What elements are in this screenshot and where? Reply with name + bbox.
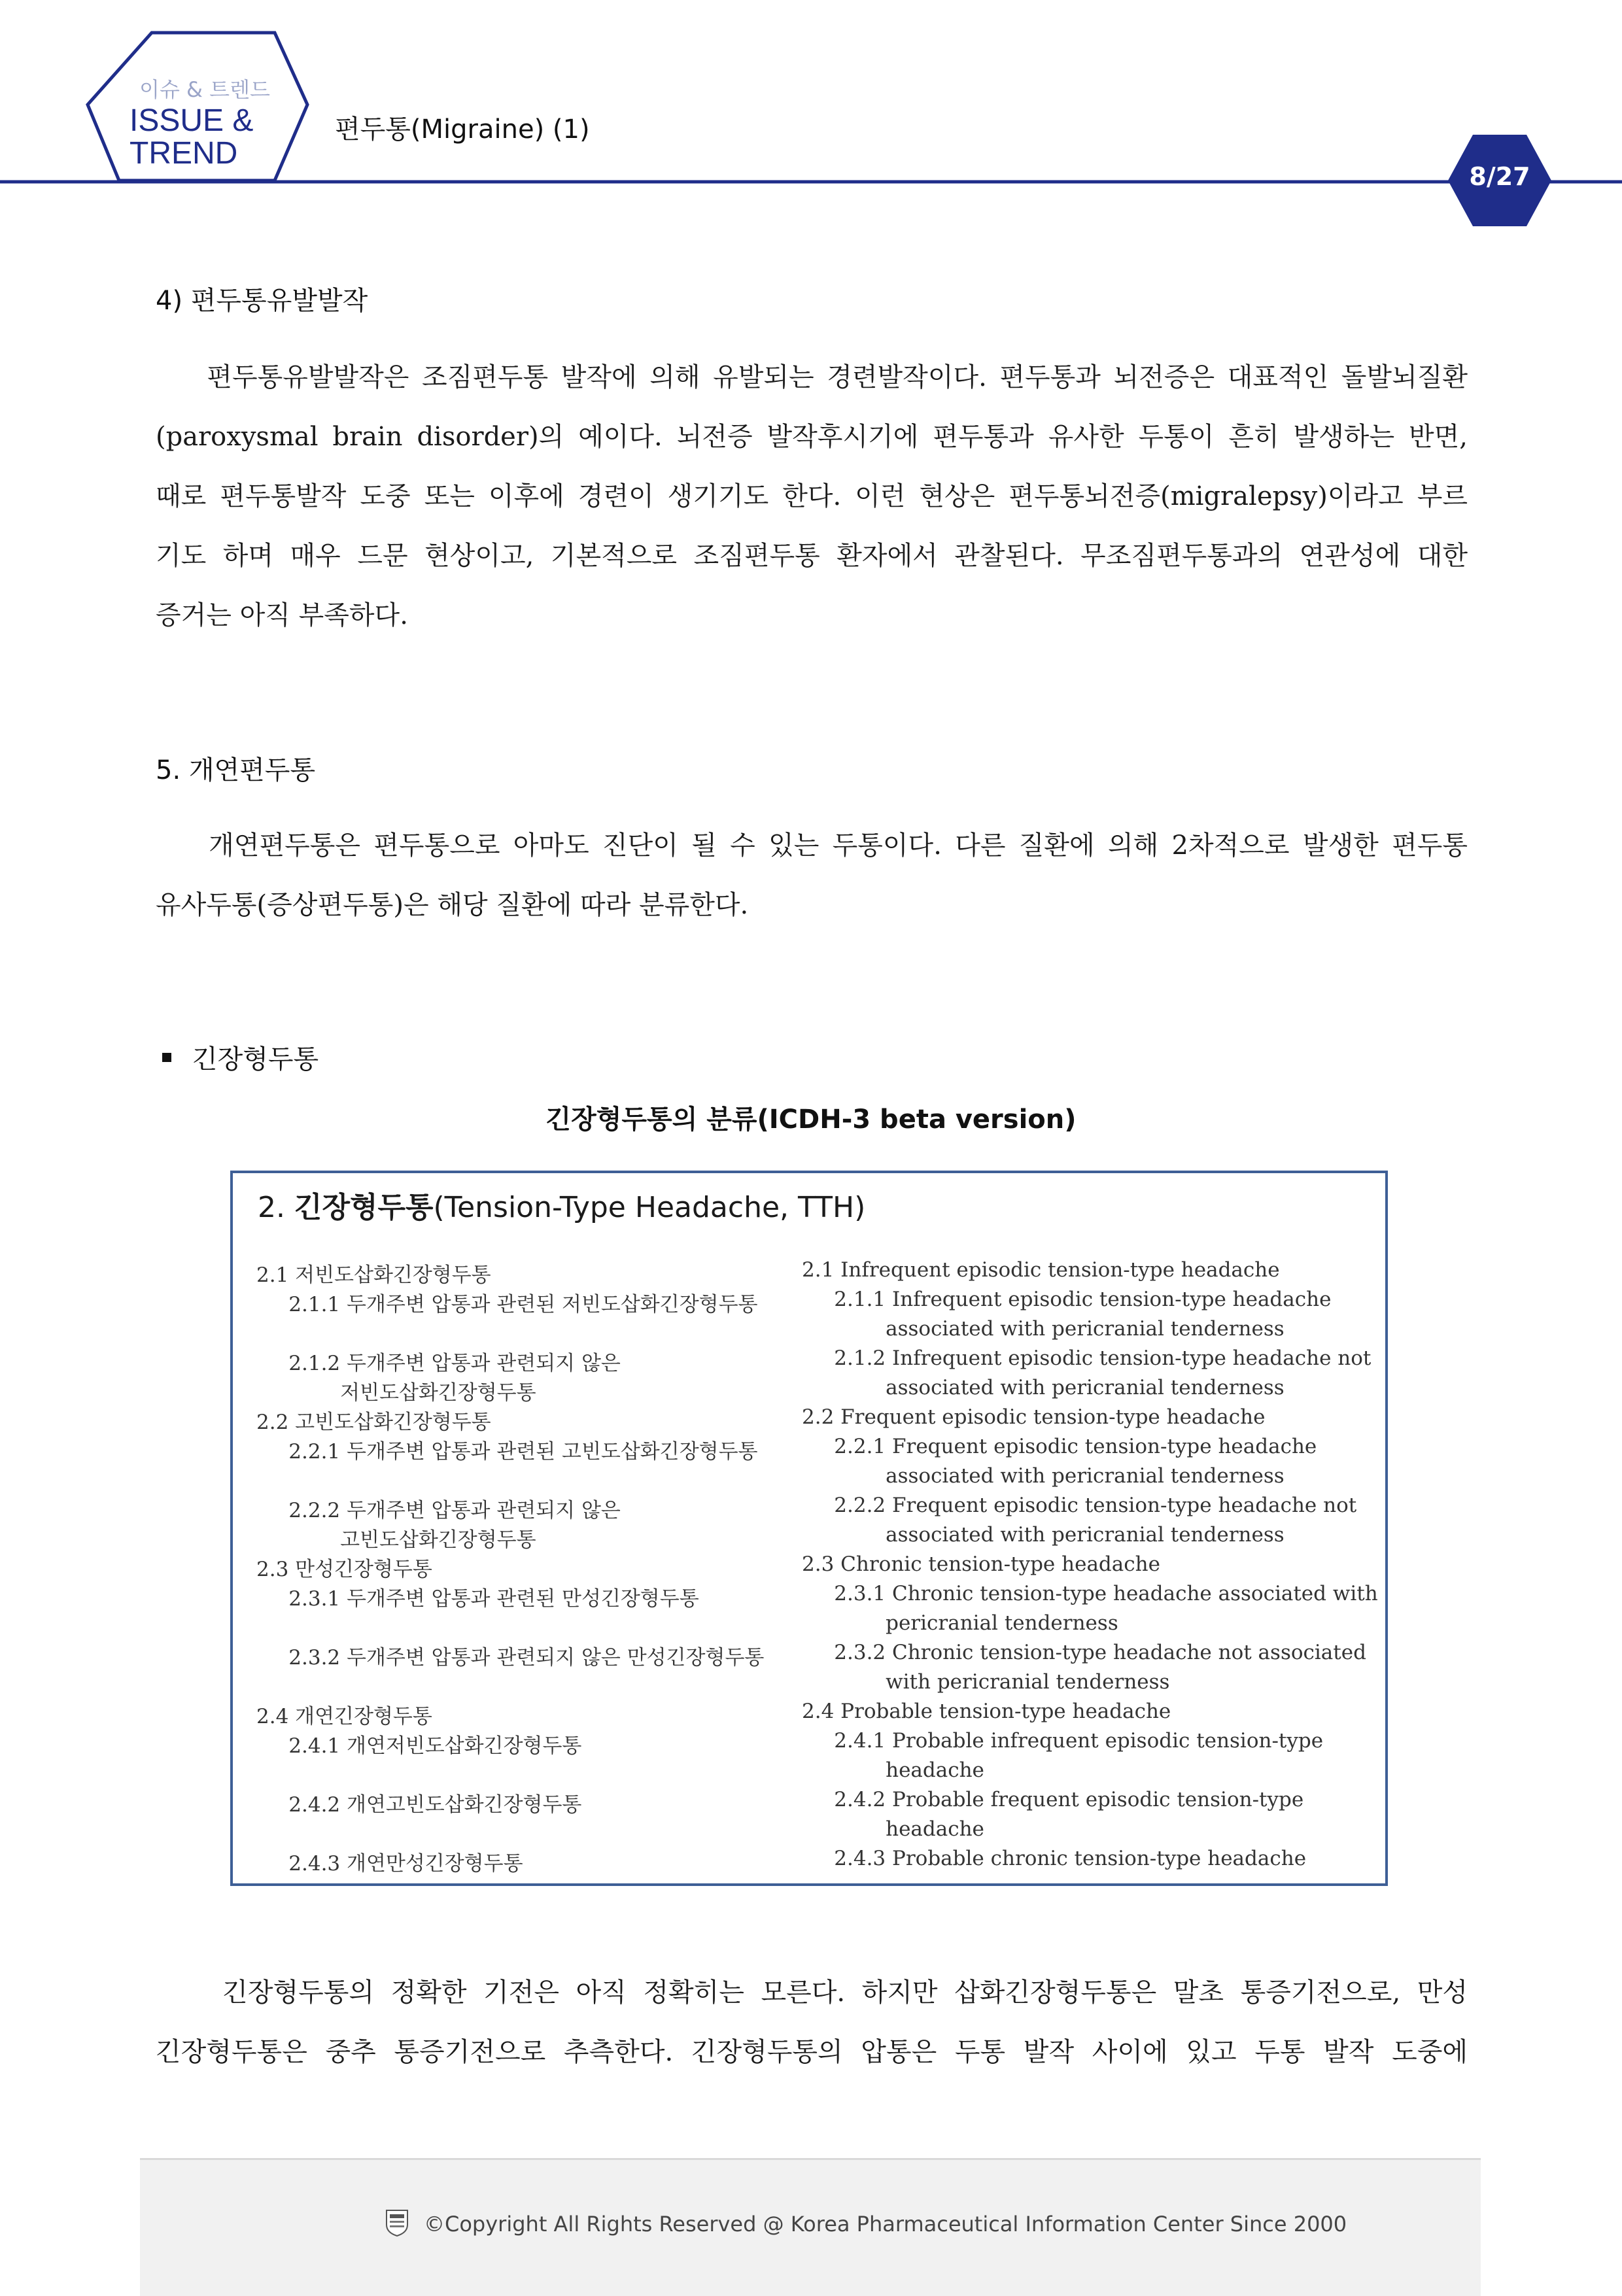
table-row: 2.2.1 Frequent episodic tension-type headache xyxy=(802,1435,1317,1458)
table-row: 2.4.3 개연만성긴장형두통 xyxy=(256,1852,523,1876)
table-row: 2.4.1 개연저빈도삽화긴장형두통 xyxy=(256,1734,582,1758)
paragraph-probable-migraine xyxy=(156,816,1468,935)
para-line: 기도 하며 매우 드문 현상이고, 기본적으로 조짐편두통 환자에서 관찰된다. 무조짐편두통과의 연관성에 대한 xyxy=(156,541,1468,571)
table-row: 2.2.1 두개주변 압통과 관련된 고빈도삽화긴장형두통 xyxy=(256,1440,758,1464)
table-row: pericranial tenderness xyxy=(802,1611,1118,1635)
footer-copyright: ©Copyright All Rights Reserved @ Korea Pharmaceutical Information Center Since 2000 xyxy=(424,2212,1347,2236)
badge-issue-trend xyxy=(129,105,280,170)
table-row: 2.1 Infrequent episodic tension-type headache xyxy=(802,1258,1280,1282)
table-row: 2.2.2 Frequent episodic tension-type headache not xyxy=(802,1494,1357,1517)
table-row: 2.4.1 Probable infrequent episodic tension-type xyxy=(802,1729,1324,1753)
badge-line2: TREND xyxy=(129,136,238,171)
table-row: headache xyxy=(802,1817,984,1841)
table-title-ko: 긴장형두통 xyxy=(294,1191,434,1224)
table-row: associated with pericranial tenderness xyxy=(802,1317,1285,1341)
table-row: associated with pericranial tenderness xyxy=(802,1376,1285,1399)
para-line: 개연편두통은 편두통으로 아마도 진단이 될 수 있는 두통이다. 다른 질환에 의해 2차적으로 발생한 편두통 xyxy=(156,831,1468,861)
figure-caption: 긴장형두통의 분류(ICDH-3 beta version) xyxy=(545,1105,1077,1135)
bullet-heading-tension-type: 긴장형두통 xyxy=(192,1044,319,1074)
table-row: 2.1.2 Infrequent episodic tension-type headache not xyxy=(802,1346,1372,1370)
para-line: 긴장형두통의 정확한 기전은 아직 정확히는 모른다. 하지만 삽화긴장형두통은 말초 통증기전으로, 만성 xyxy=(156,1978,1468,2008)
table-row: associated with pericranial tenderness xyxy=(802,1464,1285,1488)
badge-small-label: 이슈 & 트렌드 xyxy=(139,77,270,102)
table-row: 2.1.1 두개주변 압통과 관련된 저빈도삽화긴장형두통 xyxy=(256,1293,758,1316)
table-title-num: 2. xyxy=(258,1191,294,1224)
page-number: 8/27 xyxy=(1469,162,1530,191)
table-row: 2.1.1 Infrequent episodic tension-type headache xyxy=(802,1288,1332,1311)
para-line: (paroxysmal brain disorder)의 예이다. 뇌전증 발작후시기에 편두통과 유사한 두통이 흔히 발생하는 반면, xyxy=(156,422,1468,452)
table-row: 2.4 Probable tension-type headache xyxy=(802,1700,1171,1723)
table-row: 2.1 저빈도삽화긴장형두통 xyxy=(256,1263,491,1287)
para-line: 유사두통(증상편두통)은 해당 질환에 따라 분류한다. xyxy=(156,890,749,920)
para-line: 긴장형두통은 중추 통증기전으로 추측한다. 긴장형두통의 압통은 두통 발작 사이에 있고 두통 발작 도중에 xyxy=(156,2037,1468,2067)
table-row: 2.3.1 Chronic tension-type headache associated with xyxy=(802,1582,1378,1605)
table-row: 2.1.2 두개주변 압통과 관련되지 않은 xyxy=(256,1352,621,1375)
paragraph-tension-mechanism xyxy=(156,1963,1468,2082)
section-heading-migraine-triggered-seizure: 4) 편두통유발발작 xyxy=(156,286,368,316)
para-line: 증거는 아직 부족하다. xyxy=(156,600,408,630)
table-row: 2.2.2 두개주변 압통과 관련되지 않은 xyxy=(256,1499,621,1522)
table-row: 2.4 개연긴장형두통 xyxy=(256,1705,432,1728)
para-line: 때로 편두통발작 도중 또는 이후에 경련이 생기기도 한다. 이런 현상은 편두통뇌전증(migralepsy)이라고 부르 xyxy=(156,481,1468,511)
table-row: associated with pericranial tenderness xyxy=(802,1523,1285,1547)
bullet-square-icon xyxy=(162,1053,171,1062)
table-row: 2.3.1 두개주변 압통과 관련된 만성긴장형두통 xyxy=(256,1587,699,1611)
table-row: 2.3.2 두개주변 압통과 관련되지 않은 만성긴장형두통 xyxy=(256,1646,765,1670)
table-row: 2.2 고빈도삽화긴장형두통 xyxy=(256,1411,491,1434)
table-row: 2.4.3 Probable chronic tension-type headache xyxy=(802,1847,1307,1870)
paragraph-migraine-triggered-seizure xyxy=(156,348,1468,645)
table-row: with pericranial tenderness xyxy=(802,1670,1170,1694)
table-row: 저빈도삽화긴장형두통 xyxy=(256,1381,536,1405)
table-title xyxy=(258,1184,865,1225)
badge-line1: ISSUE & xyxy=(129,103,254,138)
table-row: 2.4.2 Probable frequent episodic tension-type xyxy=(802,1788,1304,1811)
table-row: 2.3 Chronic tension-type headache xyxy=(802,1552,1160,1576)
classification-table xyxy=(230,1171,1388,1886)
kpic-shield-logo xyxy=(385,2209,409,2236)
para-line: 편두통유발발작은 조짐편두통 발작에 의해 유발되는 경련발작이다. 편두통과 뇌전증은 대표적인 돌발뇌질환 xyxy=(156,362,1468,392)
section-heading-probable-migraine: 5. 개연편두통 xyxy=(156,755,316,785)
table-row: 고빈도삽화긴장형두통 xyxy=(256,1528,536,1552)
table-row: headache xyxy=(802,1758,984,1782)
table-row: 2.4.2 개연고빈도삽화긴장형두통 xyxy=(256,1793,582,1817)
table-row: 2.3.2 Chronic tension-type headache not associated xyxy=(802,1641,1366,1664)
table-row: 2.2 Frequent episodic tension-type headache xyxy=(802,1405,1266,1429)
table-row: 2.3 만성긴장형두통 xyxy=(256,1558,432,1581)
table-title-en: (Tension-Type Headache, TTH) xyxy=(433,1191,866,1224)
document-title: 편두통(Migraine) (1) xyxy=(335,114,590,145)
